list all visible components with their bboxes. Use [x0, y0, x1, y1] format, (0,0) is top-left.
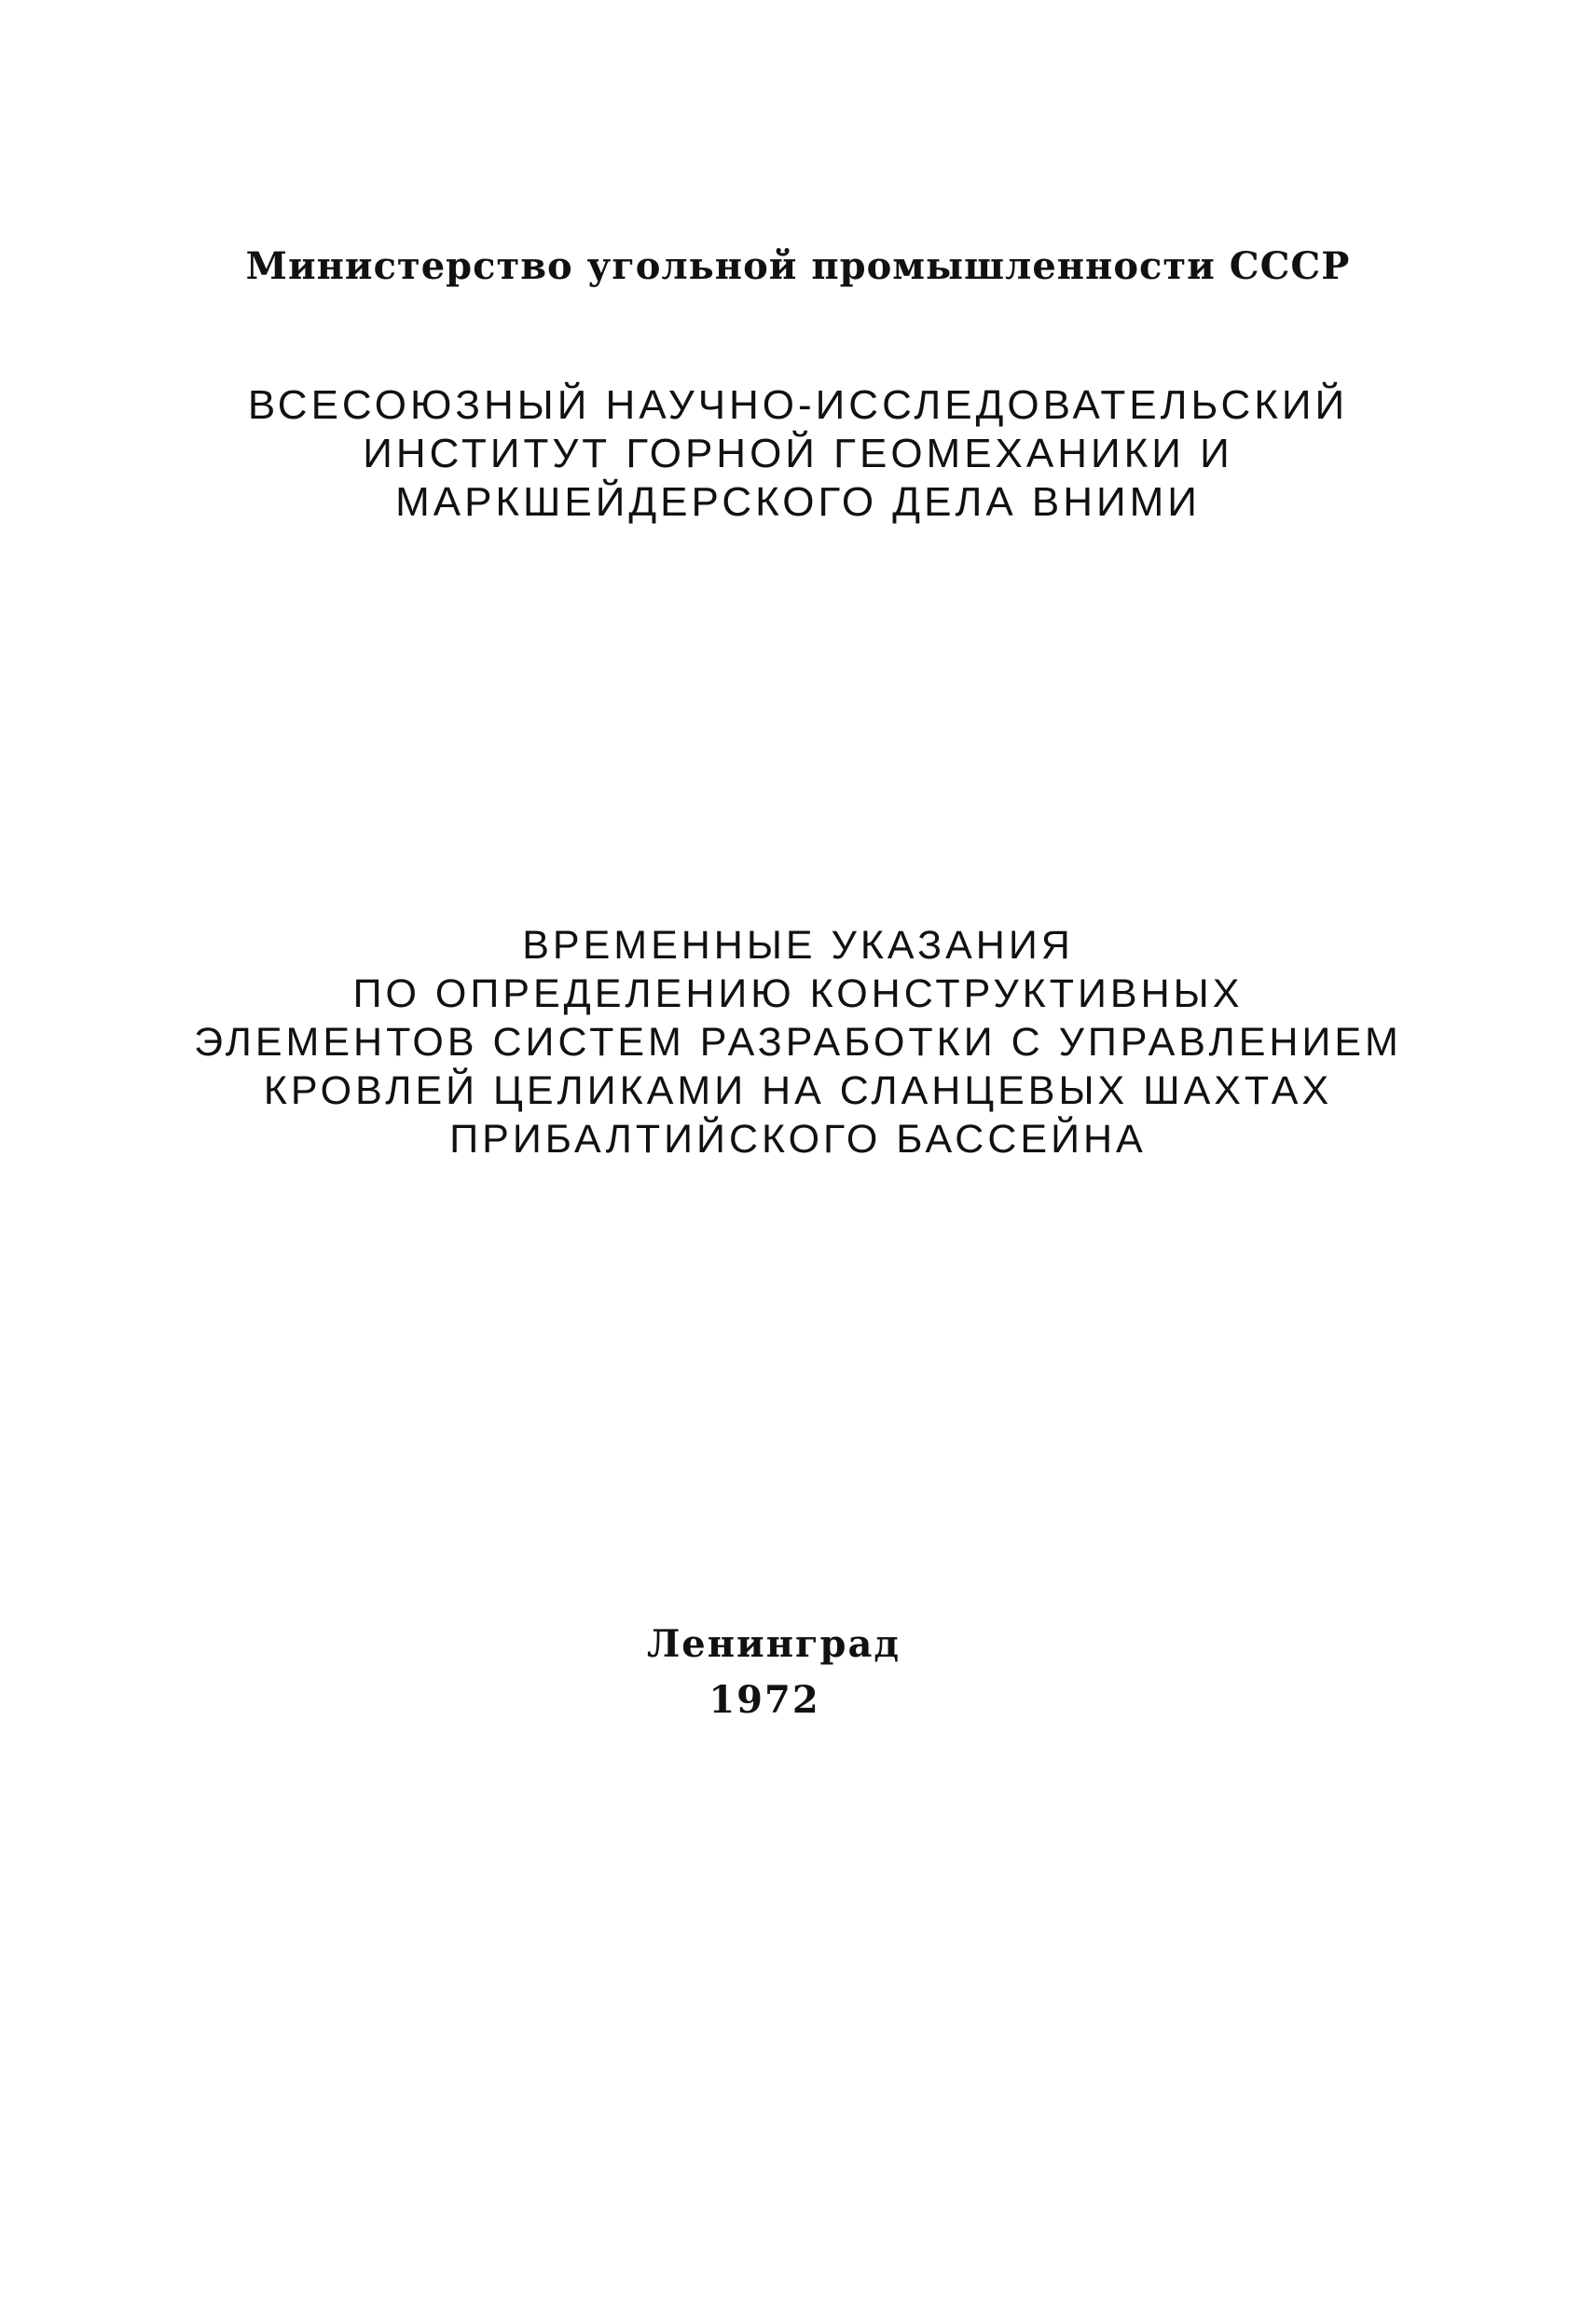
title-line-2: ПО ОПРЕДЕЛЕНИЮ КОНСТРУКТИВНЫХ: [352, 971, 1244, 1016]
institute-line-3: МАРКШЕЙДЕРСКОГО ДЕЛА ВНИМИ: [395, 479, 1201, 525]
title-line-3: ЭЛЕМЕНТОВ СИСТЕМ РАЗРАБОТКИ С УПРАВЛЕНИЕМ: [194, 1020, 1402, 1065]
ministry-name: Министерство угольной промышленности СССР: [245, 244, 1351, 288]
title-line-1: ВРЕМЕННЫЕ УКАЗАНИЯ: [522, 923, 1074, 968]
institute-line-1: ВСЕСОЮЗНЫЙ НАУЧНО-ИССЛЕДОВАТЕЛЬСКИЙ: [247, 382, 1349, 428]
institute-line-2: ИНСТИТУТ ГОРНОЙ ГЕОМЕХАНИКИ И: [363, 431, 1233, 476]
imprint-year: 1972: [709, 1678, 820, 1722]
title-line-4: КРОВЛЕЙ ЦЕЛИКАМИ НА СЛАНЦЕВЫХ ШАХТАХ: [263, 1068, 1333, 1113]
imprint-city: Ленинград: [646, 1622, 901, 1666]
title-line-5: ПРИБАЛТИЙСКОГО БАССЕЙНА: [449, 1117, 1147, 1162]
